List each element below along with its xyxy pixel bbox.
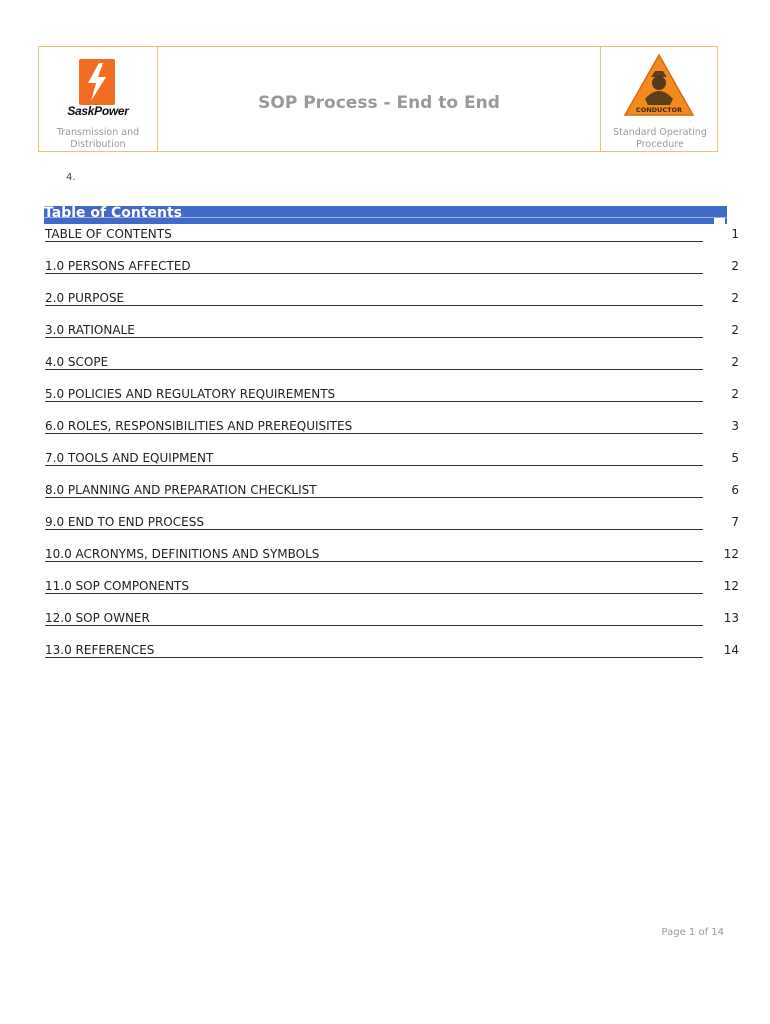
toc-entry-label[interactable]: 9.0 END TO END PROCESS <box>45 515 204 529</box>
toc-entry[interactable] <box>45 226 739 258</box>
toc-entry[interactable] <box>45 578 739 610</box>
toc-entry[interactable] <box>45 386 739 418</box>
toc-entry-label[interactable]: 6.0 ROLES, RESPONSIBILITIES AND PREREQUISITES <box>45 419 353 433</box>
department-caption <box>39 127 157 151</box>
toc-entry[interactable] <box>45 322 739 354</box>
saskpower-logo-icon <box>79 59 115 105</box>
toc-entry[interactable] <box>45 642 739 674</box>
toc-entry[interactable] <box>45 546 739 578</box>
toc-heading-tick <box>714 218 727 224</box>
toc-entry-leader <box>45 401 703 402</box>
toc-entry-label[interactable]: 11.0 SOP COMPONENTS <box>45 579 189 593</box>
page-number: Page 1 of 14 <box>661 927 724 938</box>
toc-entry-page: 12 <box>723 579 739 593</box>
badge-text: CONDUCTOR <box>635 106 683 114</box>
document-type-caption-line1: Standard Operating <box>613 127 707 138</box>
toc-heading: Table of Contents <box>44 205 183 221</box>
toc-entry-page: 2 <box>731 291 739 305</box>
toc-entry-leader <box>45 593 703 594</box>
toc-entry-leader <box>45 241 703 242</box>
toc-entry-leader <box>45 497 703 498</box>
toc-entry-label[interactable]: 1.0 PERSONS AFFECTED <box>45 259 191 273</box>
toc-entry[interactable] <box>45 482 739 514</box>
toc-entry-page: 14 <box>723 643 739 657</box>
toc-entry-label[interactable]: 2.0 PURPOSE <box>45 291 125 305</box>
toc-entry-page: 1 <box>731 227 739 241</box>
toc-entry-label[interactable]: 12.0 SOP OWNER <box>45 611 150 625</box>
department-caption-line1: Transmission and <box>56 127 140 138</box>
toc-entry-leader <box>45 433 703 434</box>
toc-entry-page: 12 <box>723 547 739 561</box>
document-title: SOP Process - End to End <box>258 93 500 113</box>
toc-entry[interactable] <box>45 290 739 322</box>
toc-entry[interactable] <box>45 514 739 546</box>
toc-heading-bar <box>44 206 727 224</box>
toc-entry-leader <box>45 337 703 338</box>
toc-entry-page: 2 <box>731 387 739 401</box>
toc-entry-leader <box>45 625 703 626</box>
toc-entry-label[interactable]: TABLE OF CONTENTS <box>45 227 172 241</box>
toc-entry-page: 13 <box>723 611 739 625</box>
toc-entry-leader <box>45 657 703 658</box>
toc-entry-leader <box>45 529 703 530</box>
document-type-caption <box>601 127 719 151</box>
section-number: 4. <box>66 172 76 183</box>
toc-entry[interactable] <box>45 258 739 290</box>
toc-entry[interactable] <box>45 354 739 386</box>
toc-entry-page: 2 <box>731 259 739 273</box>
toc-entry-leader <box>45 465 703 466</box>
toc-entry-leader <box>45 369 703 370</box>
toc-entry-page: 7 <box>731 515 739 529</box>
conductor-badge-icon <box>623 53 695 119</box>
document-type-caption-line2: Procedure <box>636 139 684 150</box>
toc-entry-page: 3 <box>731 419 739 433</box>
toc-entry[interactable] <box>45 610 739 642</box>
toc-entry-page: 2 <box>731 355 739 369</box>
toc-entry-page: 6 <box>731 483 739 497</box>
department-caption-line2: Distribution <box>70 139 126 150</box>
document-header <box>38 46 718 152</box>
toc-entry-leader <box>45 273 703 274</box>
toc-entry-page: 2 <box>731 323 739 337</box>
toc-entry-label[interactable]: 7.0 TOOLS AND EQUIPMENT <box>45 451 214 465</box>
toc-entry-page: 5 <box>731 451 739 465</box>
toc-entry-label[interactable]: 13.0 REFERENCES <box>45 643 155 657</box>
logo-cell <box>39 47 157 151</box>
toc-entry[interactable] <box>45 418 739 450</box>
toc-entry-label[interactable]: 4.0 SCOPE <box>45 355 109 369</box>
toc-entry[interactable] <box>45 450 739 482</box>
toc-entry-label[interactable]: 3.0 RATIONALE <box>45 323 135 337</box>
toc-entry-label[interactable]: 10.0 ACRONYMS, DEFINITIONS AND SYMBOLS <box>45 547 320 561</box>
toc-entry-label[interactable]: 5.0 POLICIES AND REGULATORY REQUIREMENTS <box>45 387 336 401</box>
toc-list <box>45 226 739 674</box>
toc-entry-leader <box>45 561 703 562</box>
toc-entry-label[interactable]: 8.0 PLANNING AND PREPARATION CHECKLIST <box>45 483 317 497</box>
toc-entry-leader <box>45 305 703 306</box>
brand-name: SaskPower <box>67 104 129 118</box>
